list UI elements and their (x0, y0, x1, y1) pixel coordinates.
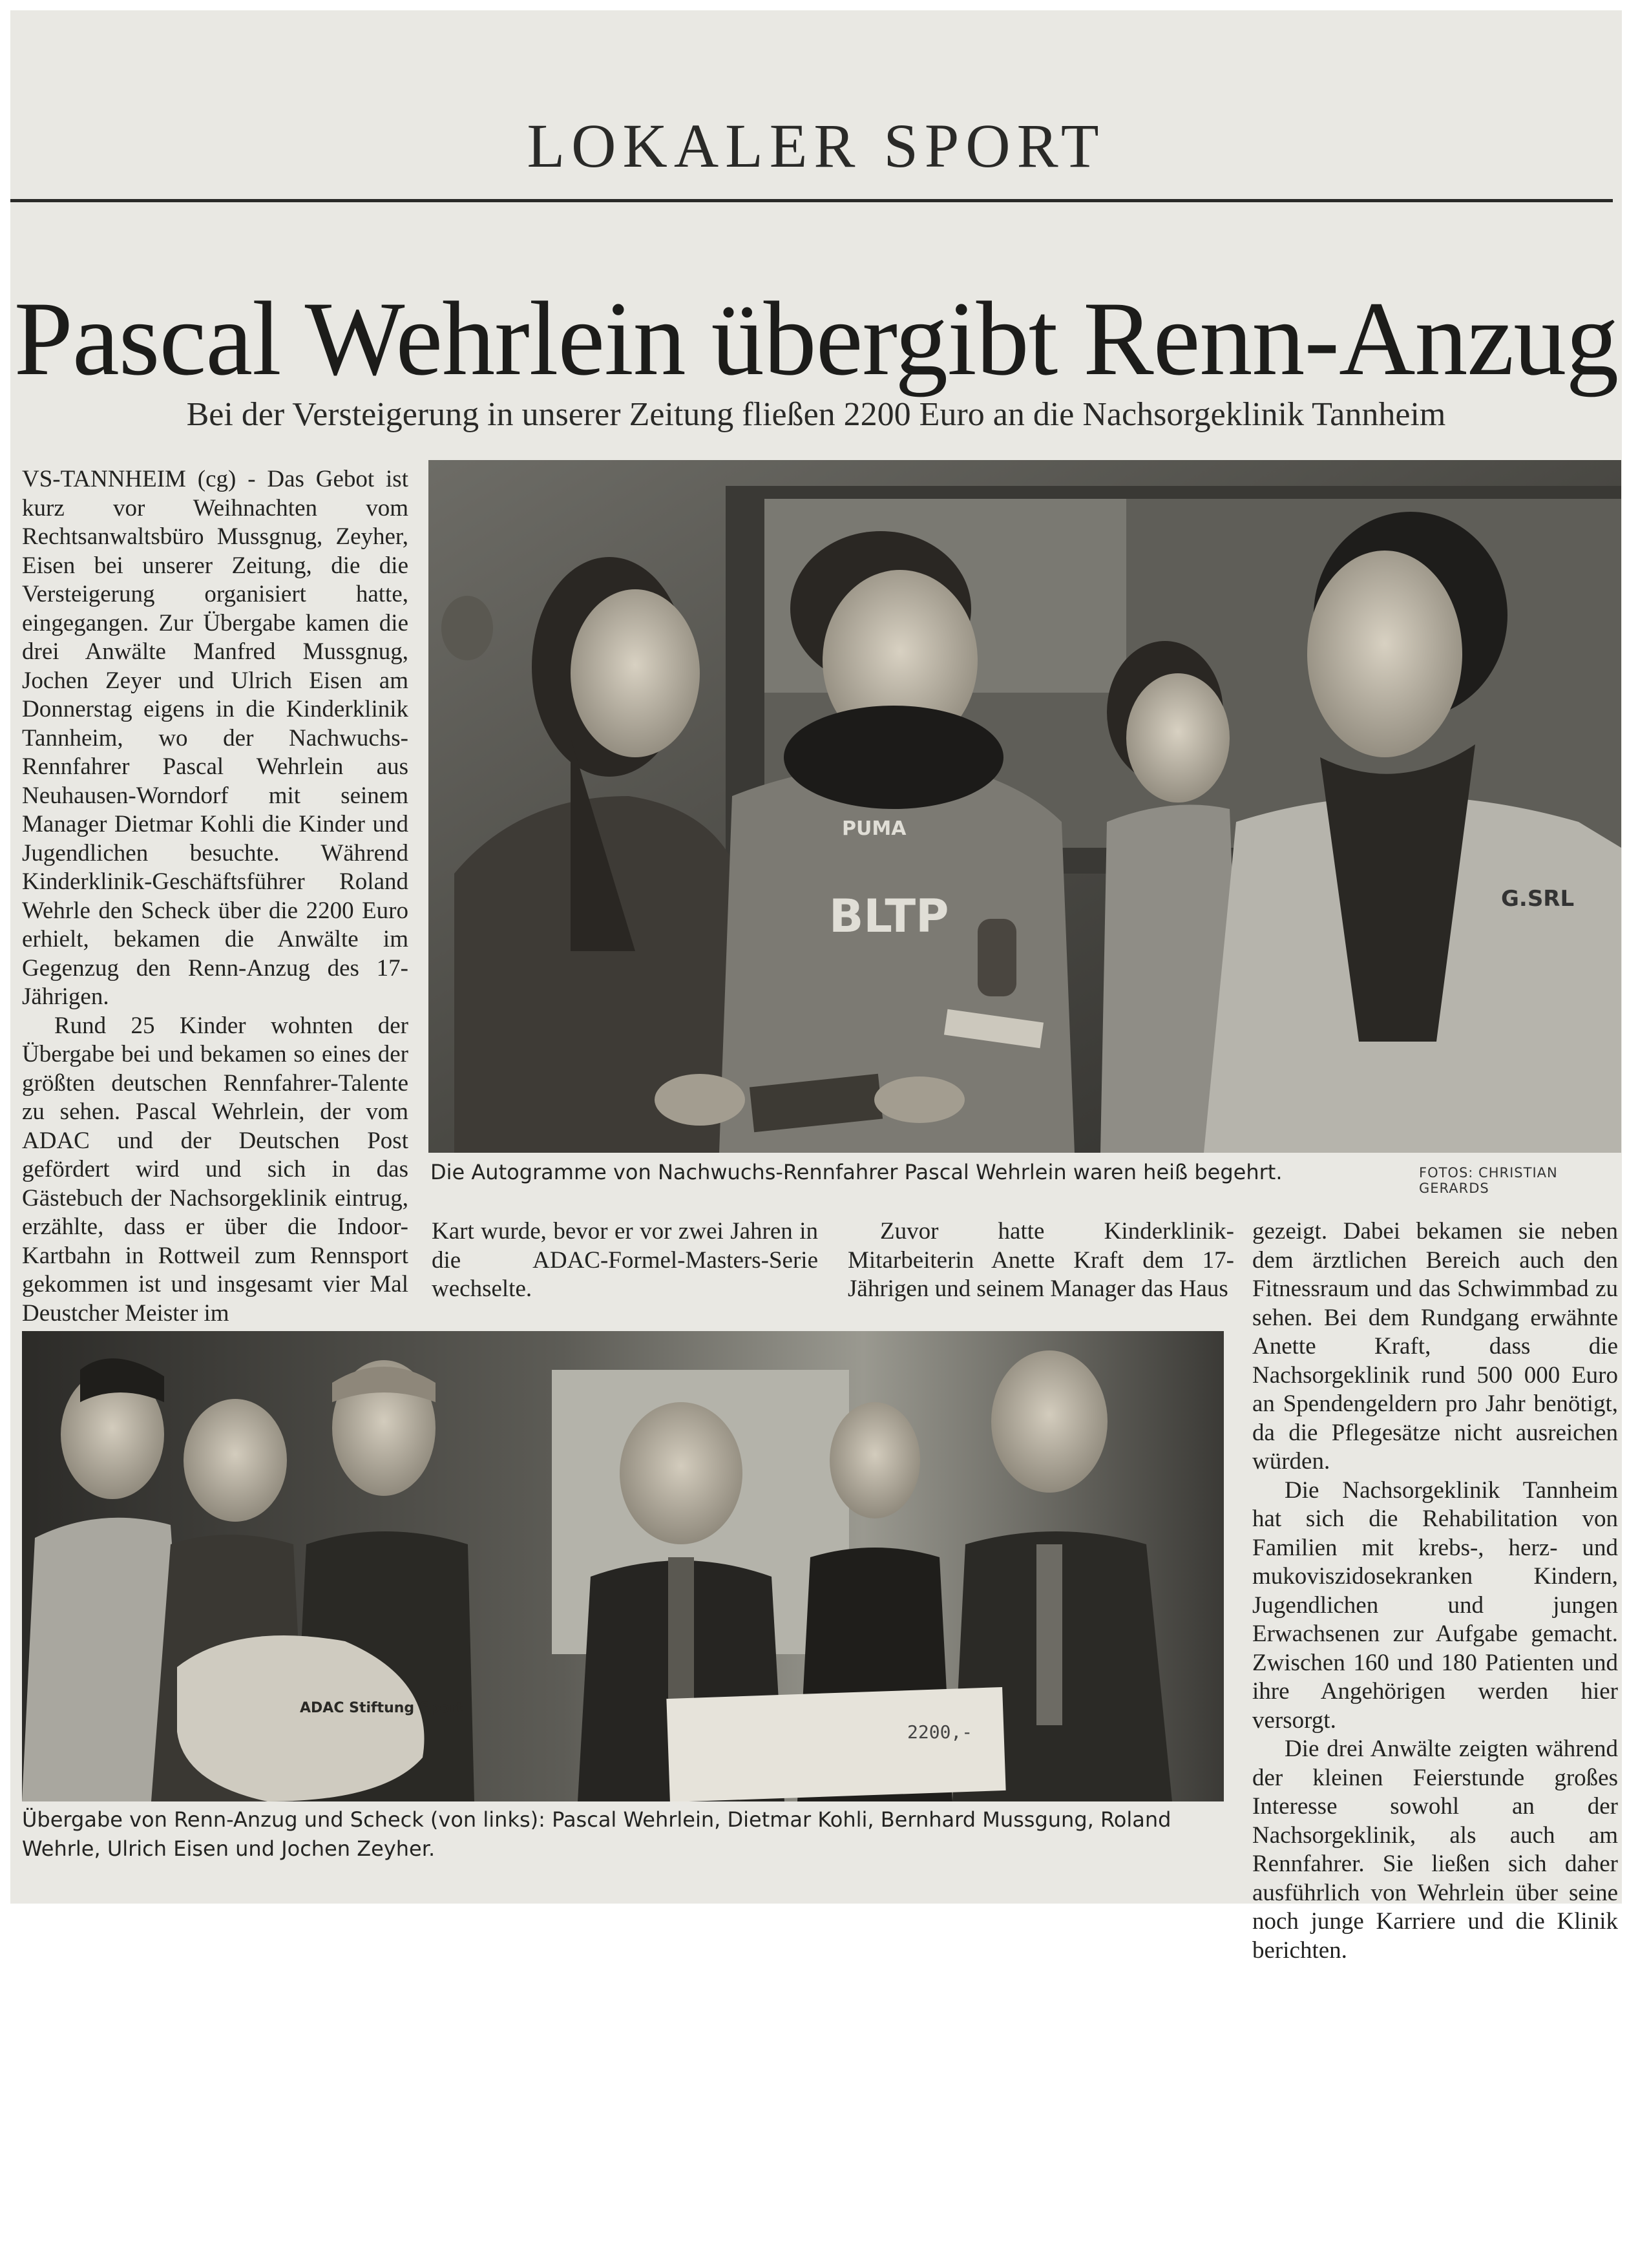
article-column-2 (432, 1217, 818, 1304)
article-column-4 (1252, 1217, 1618, 1965)
jacket-print: G.SRL (1501, 886, 1575, 912)
shirt-print: BLTP (829, 890, 949, 943)
section-title: LOKALER SPORT (527, 111, 1106, 180)
article-paragraph: VS-TANNHEIM (cg) - Das Gebot ist kurz vor Weihnachten vom Rechtsanwaltsbüro Mussgnug, Zeyher, Eisen bei unserer Zeitung, die die Versteigerung organisiert hatte, eingegangen. Zur Übergabe kamen die drei Anwälte Manfred Mussgnug, Jochen Zeyer und Ulrich Eisen am Donnerstag eigens in die Kinderklinik Tannheim, wo der Nachwuchs-Rennfahrer Pascal Wehrlein aus Neuhausen-Worndorf mit seinem Manager Dietmar Kohli die Kinder und Jugendlichen besuchte. Während Kinderklinik-Geschäftsführer Roland Wehrle den Scheck über die 2200 Euro erhielt, bekamen die Anwälte im Gegenzug den Renn-Anzug des 17-Jährigen. (22, 466, 408, 1010)
article-paragraph: Kart wurde, bevor er vor zwei Jahren in die ADAC-Formel-Masters-Serie wechselte. (432, 1218, 818, 1302)
article-paragraph: gezeigt. Dabei bekamen sie neben dem ärztlichen Bereich auch den Fitnessraum und das Schwimmbad zu sehen. Bei dem Rundgang erwähnte Anette Kraft, dass die Nachsorgeklinik rund 500 000 Euro an Spendengeldern pro Jahr benötigt, da die Pflegesätze nicht ausreichen würden. (1252, 1218, 1618, 1475)
subheadline: Bei der Versteigerung in unserer Zeitung fließen 2200 Euro an die Nachsorgeklinik Tannheim (186, 396, 1446, 433)
cheque-amount: 2200,- (907, 1721, 973, 1743)
article-paragraph: Die Nachsorgeklinik Tannheim hat sich die Rehabilitation von Familien mit krebs-, herz- und mukoviszidosekranken Kindern, Jugendlichen und jungen Erwachsenen zur Aufgabe gemacht. Zwischen 160 und 180 Patienten und ihre Angehörigen werden hier versorgt. (1252, 1476, 1618, 1734)
photo-caption: Übergabe von Renn-Anzug und Scheck (von links): Pascal Wehrlein, Dietmar Kohli, Bernhard Mussgung, Roland Wehrle, Ulrich Eisen und Jochen Zeyher. (22, 1807, 1171, 1861)
photo-caption: Die Autogramme von Nachwuchs-Rennfahrer Pascal Wehrlein waren heiß begehrt. (430, 1160, 1283, 1184)
photo-handover (22, 1331, 1224, 1801)
article-column-1 (22, 465, 408, 1328)
newspaper-clipping (10, 10, 1622, 1964)
photo-autographs (428, 460, 1621, 1153)
photo-credit: FOTOS: CHRISTIAN GERARDS (1419, 1165, 1558, 1196)
shirt-brand: PUMA (842, 817, 907, 840)
article-paragraph: Rund 25 Kinder wohnten der Übergabe bei und bekamen so eines der größten deutschen Rennfahrer-Talente zu sehen. Pascal Wehrlein, der vom ADAC und der Deutschen Post gefördert wird und sich in das Gästebuch der Nachsorgeklinik eintrug, erzählte, dass er über die Indoor-Kartbahn in Rottweil zum Rennsport gekommen ist und insgesamt vier Mal Deustcher Meister im (22, 1012, 408, 1327)
article-paragraph: Zuvor hatte Kinderklinik-Mitarbeiterin Anette Kraft dem 17-Jährigen und seinem Manager das Haus (848, 1218, 1234, 1302)
section-rule (10, 199, 1613, 202)
article-column-3 (848, 1217, 1234, 1304)
headline: Pascal Wehrlein übergibt Renn-Anzug (14, 280, 1619, 397)
article-paragraph: Die drei Anwälte zeigten während der kleinen Feierstunde großes Interesse sowohl an der Nachsorgeklinik, als auch am Rennfahrer. Sie ließen sich daher ausführlich von Wehrlein über seine noch junge Karriere und die Klinik berichten. (1252, 1736, 1618, 1964)
bag-print: ADAC Stiftung Sport (300, 1700, 463, 1716)
